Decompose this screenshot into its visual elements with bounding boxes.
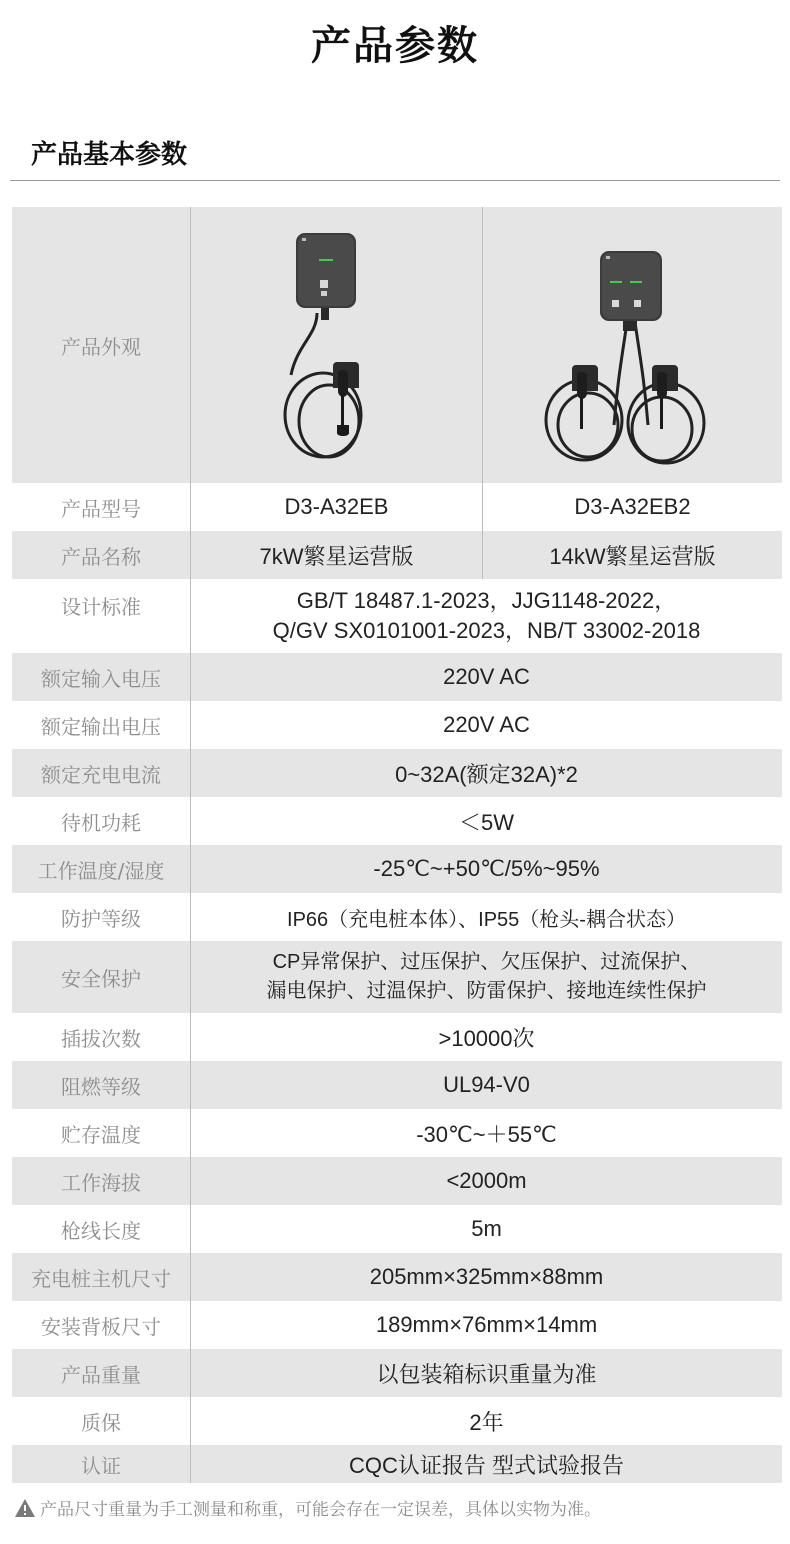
dual-gun-charger-image — [483, 207, 782, 483]
row-label: 防护等级 — [61, 906, 141, 931]
row-label: 认证 — [81, 1453, 121, 1478]
row-label: 贮存温度 — [61, 1122, 141, 1147]
row-label: 阻燃等级 — [61, 1074, 141, 1099]
table-row — [12, 1253, 782, 1301]
row-value-line: Q/GV SX0101001-2023，NB/T 33002-2018 — [272, 618, 701, 643]
row-label: 充电桩主机尺寸 — [31, 1266, 171, 1291]
row-label: 产品名称 — [61, 544, 141, 569]
row-value: 14kW繁星运营版 — [549, 543, 716, 569]
row-value — [191, 941, 782, 1013]
table-row — [12, 845, 782, 893]
row-label: 工作海拔 — [61, 1170, 141, 1195]
row-value: 2年 — [469, 1409, 504, 1435]
row-label: 插拔次数 — [61, 1026, 141, 1051]
row-label: 安全保护 — [61, 966, 141, 991]
row-value: -25℃~+50℃/5%~95% — [373, 856, 600, 881]
row-value — [191, 579, 782, 653]
table-row — [12, 1109, 782, 1157]
row-label: 枪线长度 — [61, 1218, 141, 1243]
row-value: 220V AC — [443, 664, 530, 689]
table-row — [12, 1445, 782, 1483]
row-label: 质保 — [81, 1410, 121, 1435]
table-row — [12, 701, 782, 749]
row-label: 额定输出电压 — [41, 714, 161, 739]
row-value: 5m — [471, 1216, 502, 1241]
table-row — [12, 1397, 782, 1445]
row-value: CQC认证报告 型式试验报告 — [348, 1452, 624, 1478]
table-row — [12, 1013, 782, 1061]
row-label: 产品型号 — [61, 496, 141, 521]
section-title: 产品基本参数 — [31, 140, 188, 170]
row-label: 设计标准 — [61, 595, 141, 619]
row-value: IP66（充电桩本体）、IP55（枪头-耦合状态） — [287, 908, 686, 931]
row-label: 产品外观 — [61, 334, 141, 359]
row-label: 额定输入电压 — [41, 666, 161, 691]
warning-icon — [14, 1498, 36, 1518]
table-row — [12, 1061, 782, 1109]
table-row — [12, 653, 782, 701]
row-value: UL94-V0 — [443, 1072, 530, 1097]
row-value: 以包装箱标识重量为准 — [376, 1361, 597, 1387]
row-value: ＜5W — [458, 809, 514, 835]
section-divider — [10, 180, 780, 181]
table-row-safety — [12, 941, 782, 1013]
row-label: 待机功耗 — [61, 810, 141, 835]
row-value: D3-A32EB2 — [574, 494, 691, 519]
row-value-line: GB/T 18487.1-2023，JJG1148-2022， — [296, 588, 677, 613]
row-value: 7kW繁星运营版 — [259, 543, 414, 569]
table-row — [12, 1349, 782, 1397]
table-row-appearance — [12, 207, 782, 483]
single-gun-charger-image — [191, 207, 482, 483]
row-value: <2000m — [446, 1168, 527, 1193]
table-row — [12, 1205, 782, 1253]
row-label: 安装背板尺寸 — [41, 1314, 161, 1339]
row-value-line: 漏电保护、过温保护、防雷保护、接地连续性保护 — [266, 980, 707, 1002]
row-label: 工作温度/湿度 — [37, 858, 165, 883]
table-row — [12, 749, 782, 797]
row-value: 189mm×76mm×14mm — [375, 1312, 598, 1337]
footnote-text: 产品尺寸重量为手工测量和称重，可能会存在一定误差，具体以实物为准。 — [40, 1500, 601, 1520]
row-label: 额定充电电流 — [41, 762, 161, 787]
table-row — [12, 1301, 782, 1349]
table-row-model — [12, 483, 782, 531]
row-value: 220V AC — [443, 712, 530, 737]
footnote — [14, 1495, 601, 1520]
table-row — [12, 893, 782, 941]
row-label: 产品重量 — [61, 1362, 141, 1387]
table-row-standard — [12, 579, 782, 653]
row-value: >10000次 — [438, 1025, 535, 1051]
row-value-line: CP异常保护、过压保护、欠压保护、过流保护、 — [272, 951, 701, 973]
page-title: 产品参数 — [311, 23, 479, 69]
row-value: D3-A32EB — [284, 494, 389, 519]
row-value: -30℃~＋55℃ — [416, 1121, 557, 1147]
table-row — [12, 797, 782, 845]
row-value: 0~32A(额定32A)*2 — [395, 761, 578, 787]
row-value: 205mm×325mm×88mm — [369, 1264, 604, 1289]
table-row-name — [12, 531, 782, 579]
table-row — [12, 1157, 782, 1205]
